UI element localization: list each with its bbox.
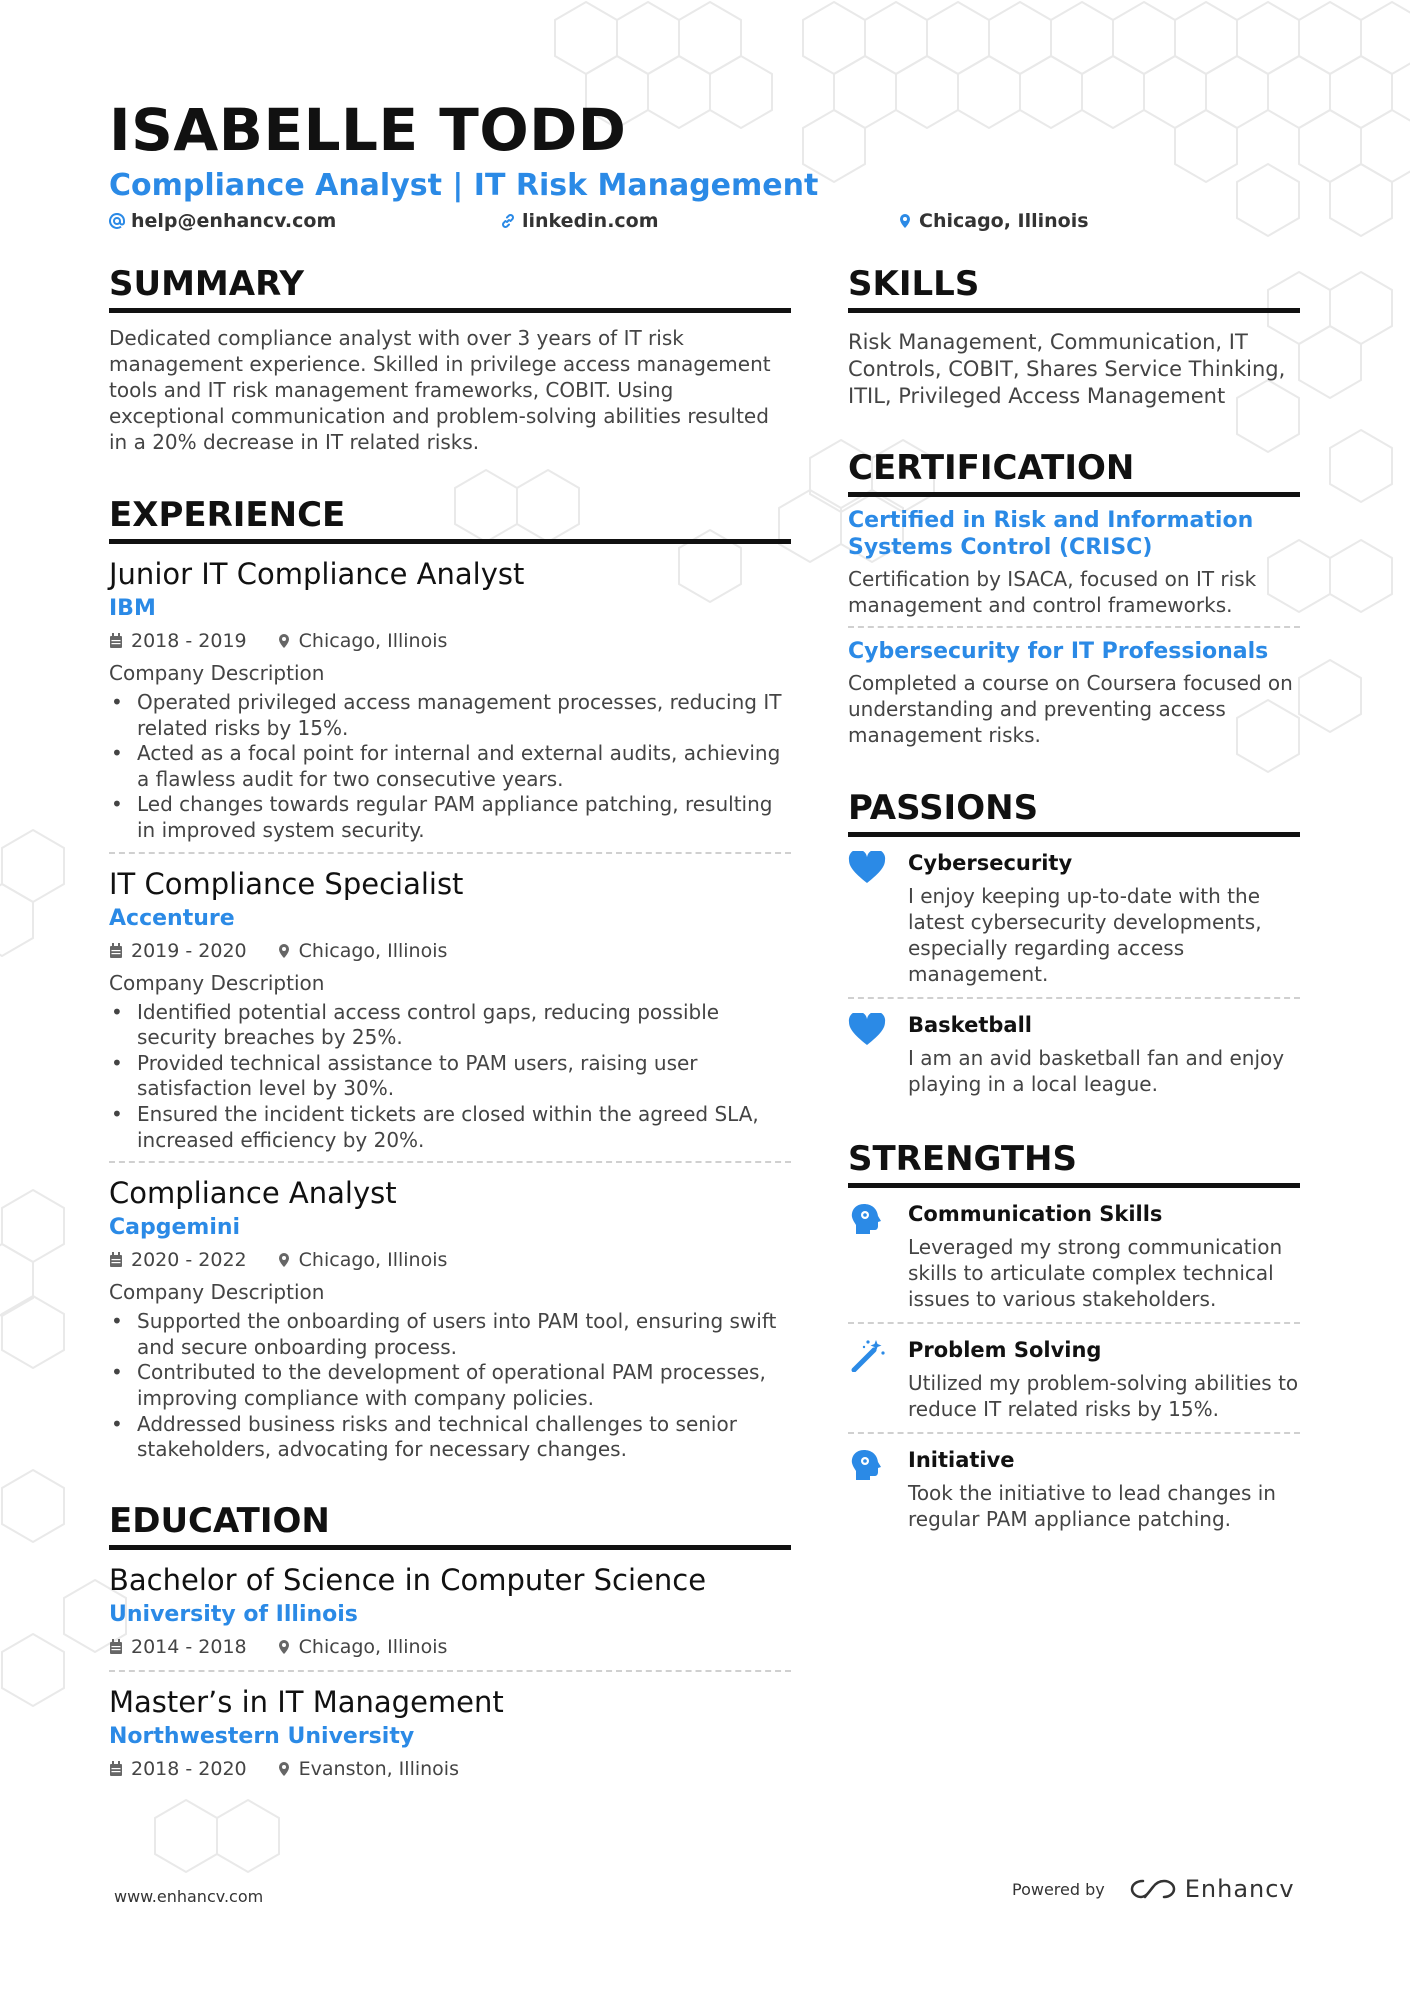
email-contact[interactable]: [109, 210, 336, 232]
job-dates: 2020 - 2022: [131, 1249, 247, 1272]
education-entry: [109, 1672, 791, 1792]
right-column: [848, 262, 1300, 1542]
education-title: EDUCATION: [109, 1499, 791, 1550]
education-location: Chicago, Illinois: [298, 1635, 448, 1658]
achievement-item: • Supported the onboarding of users into PAM tool, ensuring swift and secure onboarding process.: [109, 1309, 791, 1360]
achievement-item: • Operated privileged access management processes, reducing IT related risks by 15%.: [109, 690, 791, 741]
education-entry: [109, 1550, 791, 1672]
education-section: [109, 1499, 791, 1792]
certification-entry: [848, 628, 1300, 756]
location-pin-icon: [897, 213, 913, 229]
job-role: Compliance Analyst: [109, 1176, 397, 1211]
experience-entry: [109, 544, 791, 854]
magic-wand-icon: [848, 1338, 886, 1372]
job-role: Junior IT Compliance Analyst: [109, 557, 525, 591]
enhancv-logo-icon: [1129, 1876, 1177, 1902]
company-name[interactable]: IBM: [109, 596, 156, 621]
job-role: IT Compliance Specialist: [109, 866, 464, 901]
education-dates: 2014 - 2018: [131, 1635, 247, 1658]
location-pin-icon: [277, 1761, 291, 1777]
experience-entry: [109, 854, 791, 1164]
calendar-icon: [109, 943, 123, 959]
job-meta: [109, 938, 791, 964]
company-description: Company Description: [109, 970, 325, 995]
achievement-item: • Provided technical assistance to PAM users, raising user satisfaction level by 30%.: [109, 1051, 791, 1102]
strength-description: Leveraged my strong communication skills to articulate complex technical issues to various stakeholders.: [908, 1235, 1283, 1311]
job-dates: 2019 - 2020: [131, 939, 247, 962]
calendar-icon: [109, 633, 123, 649]
degree: Master’s in IT Management: [109, 1684, 504, 1719]
certification-section: [848, 446, 1300, 756]
company-description: Company Description: [109, 1280, 325, 1305]
achievement-item: • Contributed to the development of operational PAM processes, improving compliance with company policies.: [109, 1360, 791, 1411]
certification-name[interactable]: Cybersecurity for IT Professionals: [848, 639, 1269, 664]
job-meta: [109, 628, 791, 654]
powered-by-label: Powered by: [1012, 1879, 1105, 1899]
job-meta: [109, 1247, 791, 1273]
headline: Compliance Analyst | IT Risk Management: [109, 168, 819, 203]
company-description: Company Description: [109, 661, 325, 685]
location-pin-icon: [277, 1252, 291, 1268]
company-name[interactable]: Accenture: [109, 905, 235, 931]
experience-title: EXPERIENCE: [109, 493, 791, 544]
skills-title: SKILLS: [848, 262, 1300, 313]
strength-entry: [848, 1188, 1300, 1324]
footer-website[interactable]: www.enhancv.com: [114, 1887, 264, 1906]
strength-description: Took the initiative to lead changes in regular PAM appliance patching.: [908, 1481, 1276, 1531]
experience-entry: [109, 1163, 791, 1471]
strength-entry: [848, 1324, 1300, 1434]
strength-description: Utilized my problem-solving abilities to reduce IT related risks by 15%.: [908, 1371, 1299, 1421]
certification-description: Certification by ISACA, focused on IT risk management and control frameworks.: [848, 567, 1257, 617]
job-location: Chicago, Illinois: [298, 630, 448, 652]
linkedin-contact[interactable]: [500, 210, 659, 232]
skills-list: Risk Management, Communication, IT Controls, COBIT, Shares Service Thinking, ITIL, Privileged Access Management: [848, 330, 1286, 408]
passion-title: Cybersecurity: [908, 851, 1073, 875]
strength-entry: [848, 1434, 1300, 1542]
calendar-icon: [109, 1252, 123, 1268]
email-text: help@enhancv.com: [131, 210, 337, 232]
certification-name[interactable]: Certified in Risk and Information Systems Control (CRISC): [848, 508, 1254, 560]
achievement-list: [109, 1000, 791, 1154]
job-location: Chicago, Illinois: [298, 1249, 448, 1272]
summary-section: [109, 262, 791, 455]
passion-title: Basketball: [908, 1013, 1032, 1037]
location-pin-icon: [277, 1639, 291, 1655]
summary-title: SUMMARY: [109, 262, 791, 313]
passion-entry: [848, 837, 1300, 999]
certification-entry: [848, 497, 1300, 628]
achievement-item: • Identified potential access control gaps, reducing possible security breaches by 25%.: [109, 1000, 791, 1051]
degree: Bachelor of Science in Computer Science: [109, 1562, 707, 1597]
school-name[interactable]: Northwestern University: [109, 1723, 415, 1749]
skills-section: [848, 262, 1300, 410]
achievement-list: [109, 690, 791, 844]
strength-title: Initiative: [908, 1448, 1015, 1472]
strength-title: Problem Solving: [908, 1338, 1102, 1362]
location-contact: [897, 210, 1089, 232]
head-icon: [848, 1202, 886, 1236]
passions-title: PASSIONS: [848, 786, 1300, 837]
achievement-item: • Addressed business risks and technical challenges to senior stakeholders, advocating for necessary changes.: [109, 1412, 791, 1463]
location-pin-icon: [277, 943, 291, 959]
job-dates: 2018 - 2019: [131, 630, 247, 652]
school-name[interactable]: University of Illinois: [109, 1601, 358, 1627]
passion-description: I enjoy keeping up-to-date with the latest cybersecurity developments, especially regarding access management.: [908, 884, 1262, 986]
passion-description: I am an avid basketball fan and enjoy playing in a local league.: [908, 1046, 1285, 1096]
passion-entry: [848, 999, 1300, 1107]
calendar-icon: [109, 1639, 123, 1655]
company-name[interactable]: Capgemini: [109, 1215, 241, 1241]
summary-text: Dedicated compliance analyst with over 3 years of IT risk management experience. Skilled in privilege access management tools and IT risk management frameworks, COBIT. Using exceptional communication and problem-solving abilities resulted in a 20% decrease in IT related risks.: [109, 326, 771, 454]
location-text: Chicago, Illinois: [919, 210, 1089, 232]
calendar-icon: [109, 1761, 123, 1777]
achievement-item: • Led changes towards regular PAM appliance patching, resulting in improved system security.: [109, 792, 791, 843]
strengths-title: STRENGTHS: [848, 1137, 1300, 1188]
linkedin-text: linkedin.com: [522, 210, 659, 232]
job-location: Chicago, Illinois: [298, 939, 448, 962]
link-icon: [500, 213, 516, 229]
experience-section: [109, 493, 791, 1471]
at-icon: [109, 213, 125, 229]
certification-title: CERTIFICATION: [848, 446, 1300, 497]
education-meta: [109, 1756, 791, 1782]
footer-branding: [1012, 1875, 1295, 1903]
brand-logo[interactable]: [1129, 1875, 1295, 1903]
achievement-list: [109, 1309, 791, 1463]
strength-title: Communication Skills: [908, 1202, 1163, 1226]
location-pin-icon: [277, 633, 291, 649]
education-location: Evanston, Illinois: [298, 1757, 459, 1780]
certification-description: Completed a course on Coursera focused on understanding and preventing access management risks.: [848, 671, 1293, 747]
achievement-item: • Acted as a focal point for internal and external audits, achieving a flawless audit for two consecutive years.: [109, 741, 791, 792]
achievement-item: • Ensured the incident tickets are closed within the agreed SLA, increased efficiency by 20%.: [109, 1102, 791, 1153]
head-icon: [848, 1448, 886, 1482]
passions-section: [848, 786, 1300, 1107]
strengths-section: [848, 1137, 1300, 1542]
education-dates: 2018 - 2020: [131, 1757, 247, 1780]
heart-icon: [848, 851, 886, 885]
left-column: [109, 262, 791, 1792]
heart-icon: [848, 1013, 886, 1047]
education-meta: [109, 1634, 791, 1660]
brand-name: Enhancv: [1184, 1875, 1295, 1903]
candidate-name: ISABELLE TODD: [109, 96, 627, 164]
